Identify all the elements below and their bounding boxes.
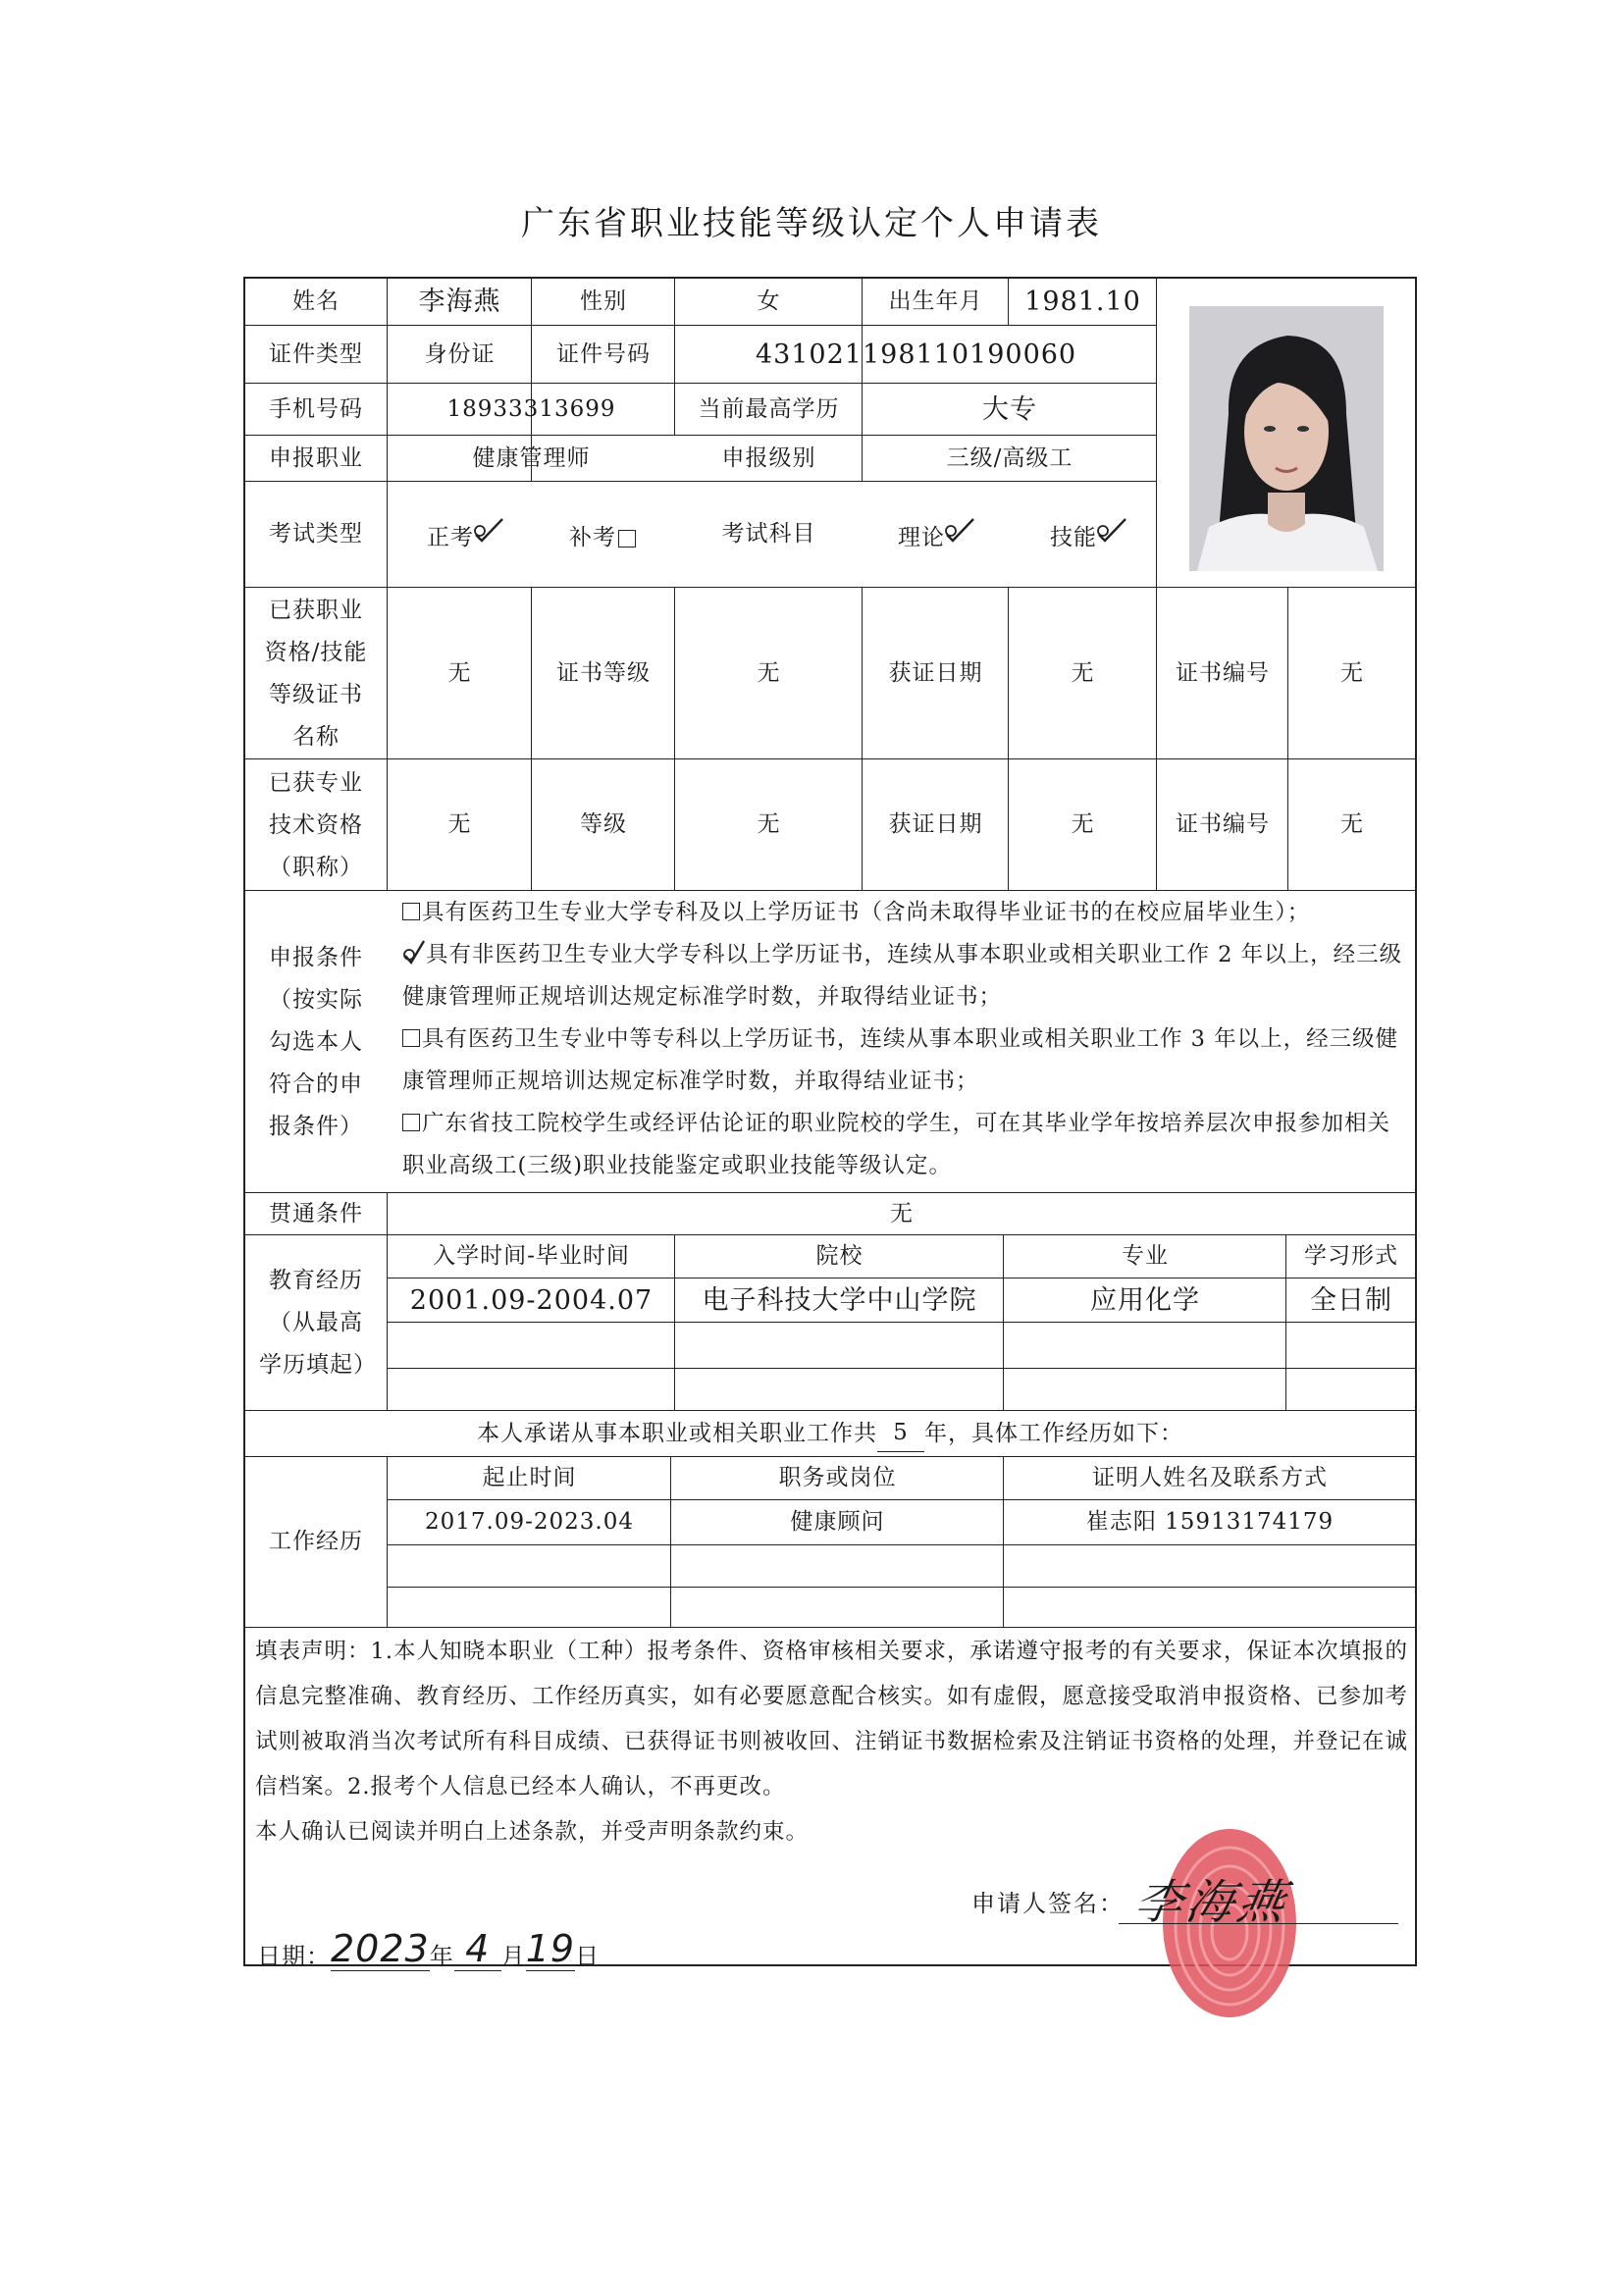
checked-check-icon [470,517,505,547]
checked-check-icon [402,940,426,965]
condition-option-4[interactable] [402,1103,1408,1187]
date-day[interactable]: 19 [525,1927,576,1970]
condition-option-3[interactable] [402,1018,1408,1103]
work-pledge [245,1412,1415,1456]
cert-row1-cell: 证书等级 [556,659,651,686]
education-cell[interactable]: 应用化学 [1090,1284,1200,1316]
declaration-confirm: 本人确认已阅读并明白上述条款，并受声明条款约束。 [255,1819,810,1845]
phone-label: 手机号码 [269,395,363,422]
cert-row1-cell[interactable]: 无 [1071,659,1095,686]
education-note: （从最高学历填起） [259,1310,377,1378]
birth-value[interactable]: 1981.10 [1024,286,1141,317]
education-label: 教育经历 [269,1268,363,1293]
date-year[interactable]: 2023 [331,1927,430,1970]
subject-theory-label: 理论 [898,525,945,551]
checked-check-icon [941,517,976,547]
work-cell[interactable]: 崔志阳 15913174179 [1085,1509,1335,1536]
work-header: 职务或岗位 [778,1465,897,1491]
cert-row1-cell: 获证日期 [888,659,983,686]
id-type-value[interactable]: 身份证 [424,340,496,367]
subject-skill-label: 技能 [1050,525,1097,551]
cert-row1-cell[interactable]: 无 [447,659,472,686]
education-header: 院校 [815,1243,864,1270]
declaration-text: 填表声明：1.本人知晓本职业（工种）报考条件、资格审核相关要求，承诺遵守报考的有关要求，保证本次填报的信息完整准确、教育经历、工作经历真实，如有必要愿意配合核实。如有虚假，愿意接受取消申报资格、已参加考试则被取消当次考试所有科目成绩、已获得证书则被收回、注销证书数据检索及注销证书资格的处理，并登记在诚信档案。2.报考个人信息已经本人确认，不再更改。 [255,1639,1409,1800]
gender-value[interactable]: 女 [757,287,781,314]
condition-option-1[interactable] [402,892,1408,934]
id-type-label: 证件类型 [269,340,363,367]
date-field [257,1927,600,1971]
name-label: 姓名 [292,287,340,314]
cert-row2-cell[interactable]: 无 [1071,811,1095,838]
work-label: 工作经历 [269,1529,363,1555]
cert-row2-cell[interactable]: 无 [757,811,781,838]
id-no-label: 证件号码 [556,340,651,367]
exam-formal-option[interactable] [412,515,520,562]
condition-text: 具有医药卫生专业大学专科及以上学历证书（含尚未取得毕业证书的在校应届毕业生）； [422,900,1311,925]
date-label: 日期： [257,1943,331,1970]
signature-label: 申请人签名： [971,1890,1125,1917]
name-value[interactable]: 李海燕 [418,286,501,317]
edu-label: 当前最高学历 [698,395,840,422]
date-month-unit: 月 [500,1943,526,1970]
condition-option-2[interactable] [402,934,1408,1018]
subject-skill-option[interactable] [1025,515,1153,562]
birth-label: 出生年月 [888,287,983,314]
work-header: 起止时间 [482,1465,577,1491]
cert-row1-cell: 证书编号 [1176,659,1270,686]
job-value[interactable]: 健康管理师 [472,444,591,471]
date-day-unit: 日 [575,1943,601,1970]
date-month[interactable]: 4 [454,1927,501,1971]
exam-makeup-label: 补考 [569,525,616,551]
cert-row2-cell: 证书编号 [1176,811,1270,838]
conditions-label: 申报条件 [269,944,363,970]
applicant-photo [1189,306,1384,571]
id-no-value[interactable]: 431021198110190060 [755,339,1077,370]
work-header: 证明人姓名及联系方式 [1092,1465,1328,1491]
cert-row1-label: 已获职业资格/技能等级证书名称 [264,597,368,750]
work-years-value[interactable]: 5 [877,1416,924,1452]
work-cell[interactable]: 健康顾问 [790,1509,885,1536]
work-cell[interactable]: 2017.09-2023.04 [425,1509,634,1536]
signature-value[interactable]: 李海燕 [1130,1875,1294,1930]
cert-row2-cell[interactable]: 无 [447,811,472,838]
unchecked-box-icon [402,1114,420,1131]
phone-value[interactable]: 18933313699 [446,395,616,422]
subject-label: 考试科目 [721,521,816,548]
gender-label: 性别 [580,287,627,314]
exam-makeup-option[interactable] [550,515,657,562]
cert-row2-cell: 等级 [580,811,627,838]
cert-row1-cell[interactable]: 无 [1340,659,1364,686]
unchecked-box-icon [618,530,636,548]
education-header: 学习形式 [1304,1243,1398,1270]
through-label: 贯通条件 [269,1200,363,1226]
unchecked-box-icon [402,903,420,920]
level-label: 申报级别 [721,444,816,471]
education-header: 专业 [1122,1243,1169,1270]
pledge-text: 本人承诺从事本职业或相关职业工作共 [477,1420,877,1446]
edu-value[interactable]: 大专 [982,393,1037,425]
form-title: 广东省职业技能等级认定个人申请表 [521,204,1102,243]
date-year-unit: 年 [429,1943,454,1970]
through-value[interactable]: 无 [890,1200,914,1226]
condition-text: 广东省技工院校学生或经评估论证的职业院校的学生，可在其毕业学年按培养层次申报参加相关职业高级工(三级)职业技能鉴定或职业技能等级认定。 [402,1111,1391,1178]
cert-row2-cell: 获证日期 [888,811,983,838]
education-cell[interactable]: 2001.09-2004.07 [409,1284,654,1316]
condition-text: 具有非医药卫生专业大学专科以上学历证书，连续从事本职业或相关职业工作 2 年以上，经三级健康管理师正规培训达规定标准学时数，并取得结业证书； [402,942,1403,1010]
job-label: 申报职业 [269,444,363,471]
education-cell[interactable]: 电子科技大学中山学院 [702,1284,977,1316]
exam-formal-label: 正考 [427,525,474,551]
education-header: 入学时间-毕业时间 [433,1243,630,1270]
education-cell[interactable]: 全日制 [1310,1284,1392,1316]
subject-theory-option[interactable] [873,515,1001,562]
checked-check-icon [1093,517,1128,547]
unchecked-box-icon [402,1029,420,1047]
level-value[interactable]: 三级/高级工 [946,444,1073,471]
pledge-text: 年，具体工作经历如下： [924,1420,1183,1446]
cert-row1-cell[interactable]: 无 [757,659,781,686]
cert-row2-cell[interactable]: 无 [1340,811,1364,838]
exam-type-label: 考试类型 [269,521,363,548]
conditions-note: （按实际勾选本人符合的申报条件） [269,986,363,1139]
cert-row2-label: 已获专业技术资格（职称） [269,769,363,880]
condition-text: 具有医药卫生专业中等专科以上学历证书，连续从事本职业或相关职业工作 3 年以上，经三级健康管理师正规培训达规定标准学时数，并取得结业证书； [402,1026,1399,1094]
